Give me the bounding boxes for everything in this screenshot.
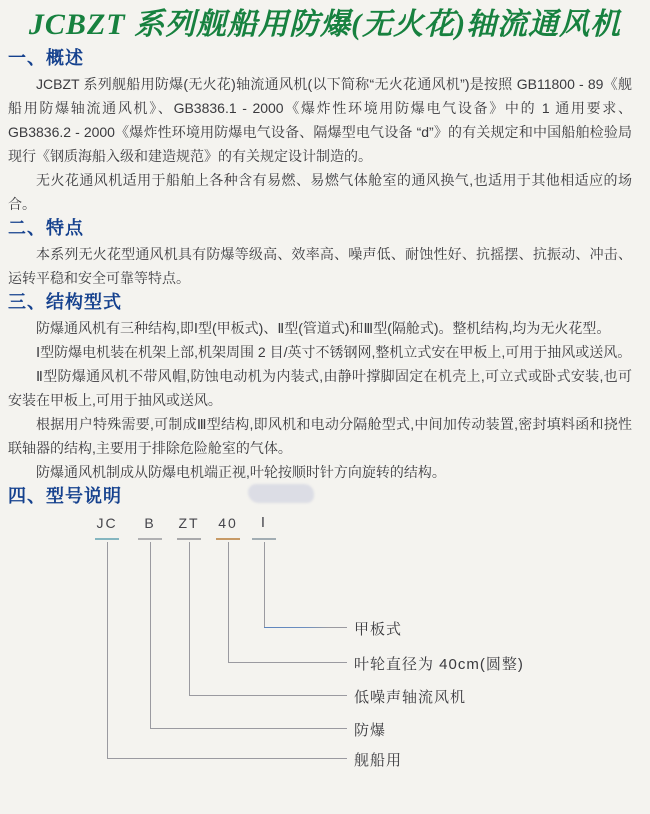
structure-paragraph-2: Ⅰ型防爆电机装在机架上部,机架周围 2 目/英寸不锈钢网,整机立式安在甲板上,可用于抽风或送风。 — [36, 344, 632, 360]
model-code-part-40: 40 — [218, 515, 238, 531]
scan-smudge — [248, 484, 314, 503]
model-code-part-type: Ⅰ — [260, 516, 268, 531]
structure-paragraph-4: 根据用户特殊需要,可制成Ⅲ型结构,即风机和电动分隔舱型式,中间加传动装置,密封填料函和挠性联轴器的结构,主要用于排除危险舱室的气体。 — [8, 416, 632, 456]
connector-line-horizontal — [107, 758, 347, 759]
code-meaning-label-40: 叶轮直径为 40cm(圆整) — [354, 656, 524, 673]
code-underline — [177, 538, 201, 540]
connector-line-horizontal — [150, 728, 347, 729]
section-model-heading: 四、型号说明 — [8, 486, 122, 506]
section-model — [0, 484, 650, 780]
connector-line-horizontal — [189, 695, 347, 696]
code-meaning-label-zt: 低噪声轴流风机 — [354, 689, 467, 706]
section-features-heading: 二、特点 — [8, 218, 84, 238]
overview-paragraph-1: JCBZT 系列舰船用防爆(无火花)轴流通风机(以下简称“无火花通风机”)是按照 GB11800 - 89《舰船用防爆轴流通风机》、GB3836.1 - 2000《爆炸性环境用防爆电气设备》中的 1 通用要求、GB3836.2 - 2000《爆炸性环境用防爆电气设备、隔爆型电气设备 “d”》的有关规定和中国船舶检验局现行《钢质海船入级和建造规范》的有关规定设计制造的。 — [8, 76, 632, 164]
code-underline — [252, 538, 276, 540]
model-code-part-b: B — [144, 515, 156, 531]
model-code-part-jc: JC — [96, 515, 118, 531]
features-paragraph-1: 本系列无火花型通风机具有防爆等级高、效率高、噪声低、耐蚀性好、抗摇摆、抗振动、冲击、运转平稳和安全可靠等特点。 — [8, 246, 632, 286]
code-meaning-label-jc: 舰船用 — [354, 752, 403, 769]
structure-paragraph-1: 防爆通风机有三种结构,即Ⅰ型(甲板式)、Ⅱ型(管道式)和Ⅲ型(隔舱式)。整机结构,均为无火花型。 — [36, 320, 611, 336]
model-heading-row — [0, 484, 650, 508]
section-structure — [0, 290, 650, 484]
model-code-diagram — [0, 510, 650, 780]
section-overview-heading: 一、概述 — [8, 48, 84, 68]
section-features — [0, 216, 650, 290]
structure-paragraph-3: Ⅱ型防爆通风机不带风帽,防蚀电动机为内装式,由静叶撑脚固定在机壳上,可立式或卧式安装,也可安装在甲板上,可用于抽风或送风。 — [8, 368, 632, 408]
connector-line-vertical — [264, 542, 265, 627]
connector-line-horizontal — [264, 627, 347, 628]
overview-paragraph-2: 无火花通风机适用于船舶上各种含有易燃、易燃气体舱室的通风换气,也适用于其他相适应的场合。 — [8, 172, 632, 212]
code-meaning-label-b: 防爆 — [354, 722, 387, 739]
structure-paragraph-5: 防爆通风机制成从防爆电机端正视,叶轮按顺时针方向旋转的结构。 — [36, 464, 446, 480]
model-code-part-zt: ZT — [178, 515, 200, 531]
connector-line-horizontal — [228, 662, 347, 663]
connector-line-vertical — [107, 542, 108, 758]
connector-line-vertical — [189, 542, 190, 695]
page-title: JCBZT 系列舰船用防爆(无火花)轴流通风机 — [28, 8, 622, 41]
code-underline — [216, 538, 240, 540]
code-meaning-label-type: 甲板式 — [354, 621, 403, 638]
connector-line-vertical — [150, 542, 151, 728]
code-underline — [95, 538, 119, 540]
code-underline — [138, 538, 162, 540]
connector-line-vertical — [228, 542, 229, 662]
section-overview — [0, 46, 650, 216]
section-structure-heading: 三、结构型式 — [8, 292, 122, 312]
